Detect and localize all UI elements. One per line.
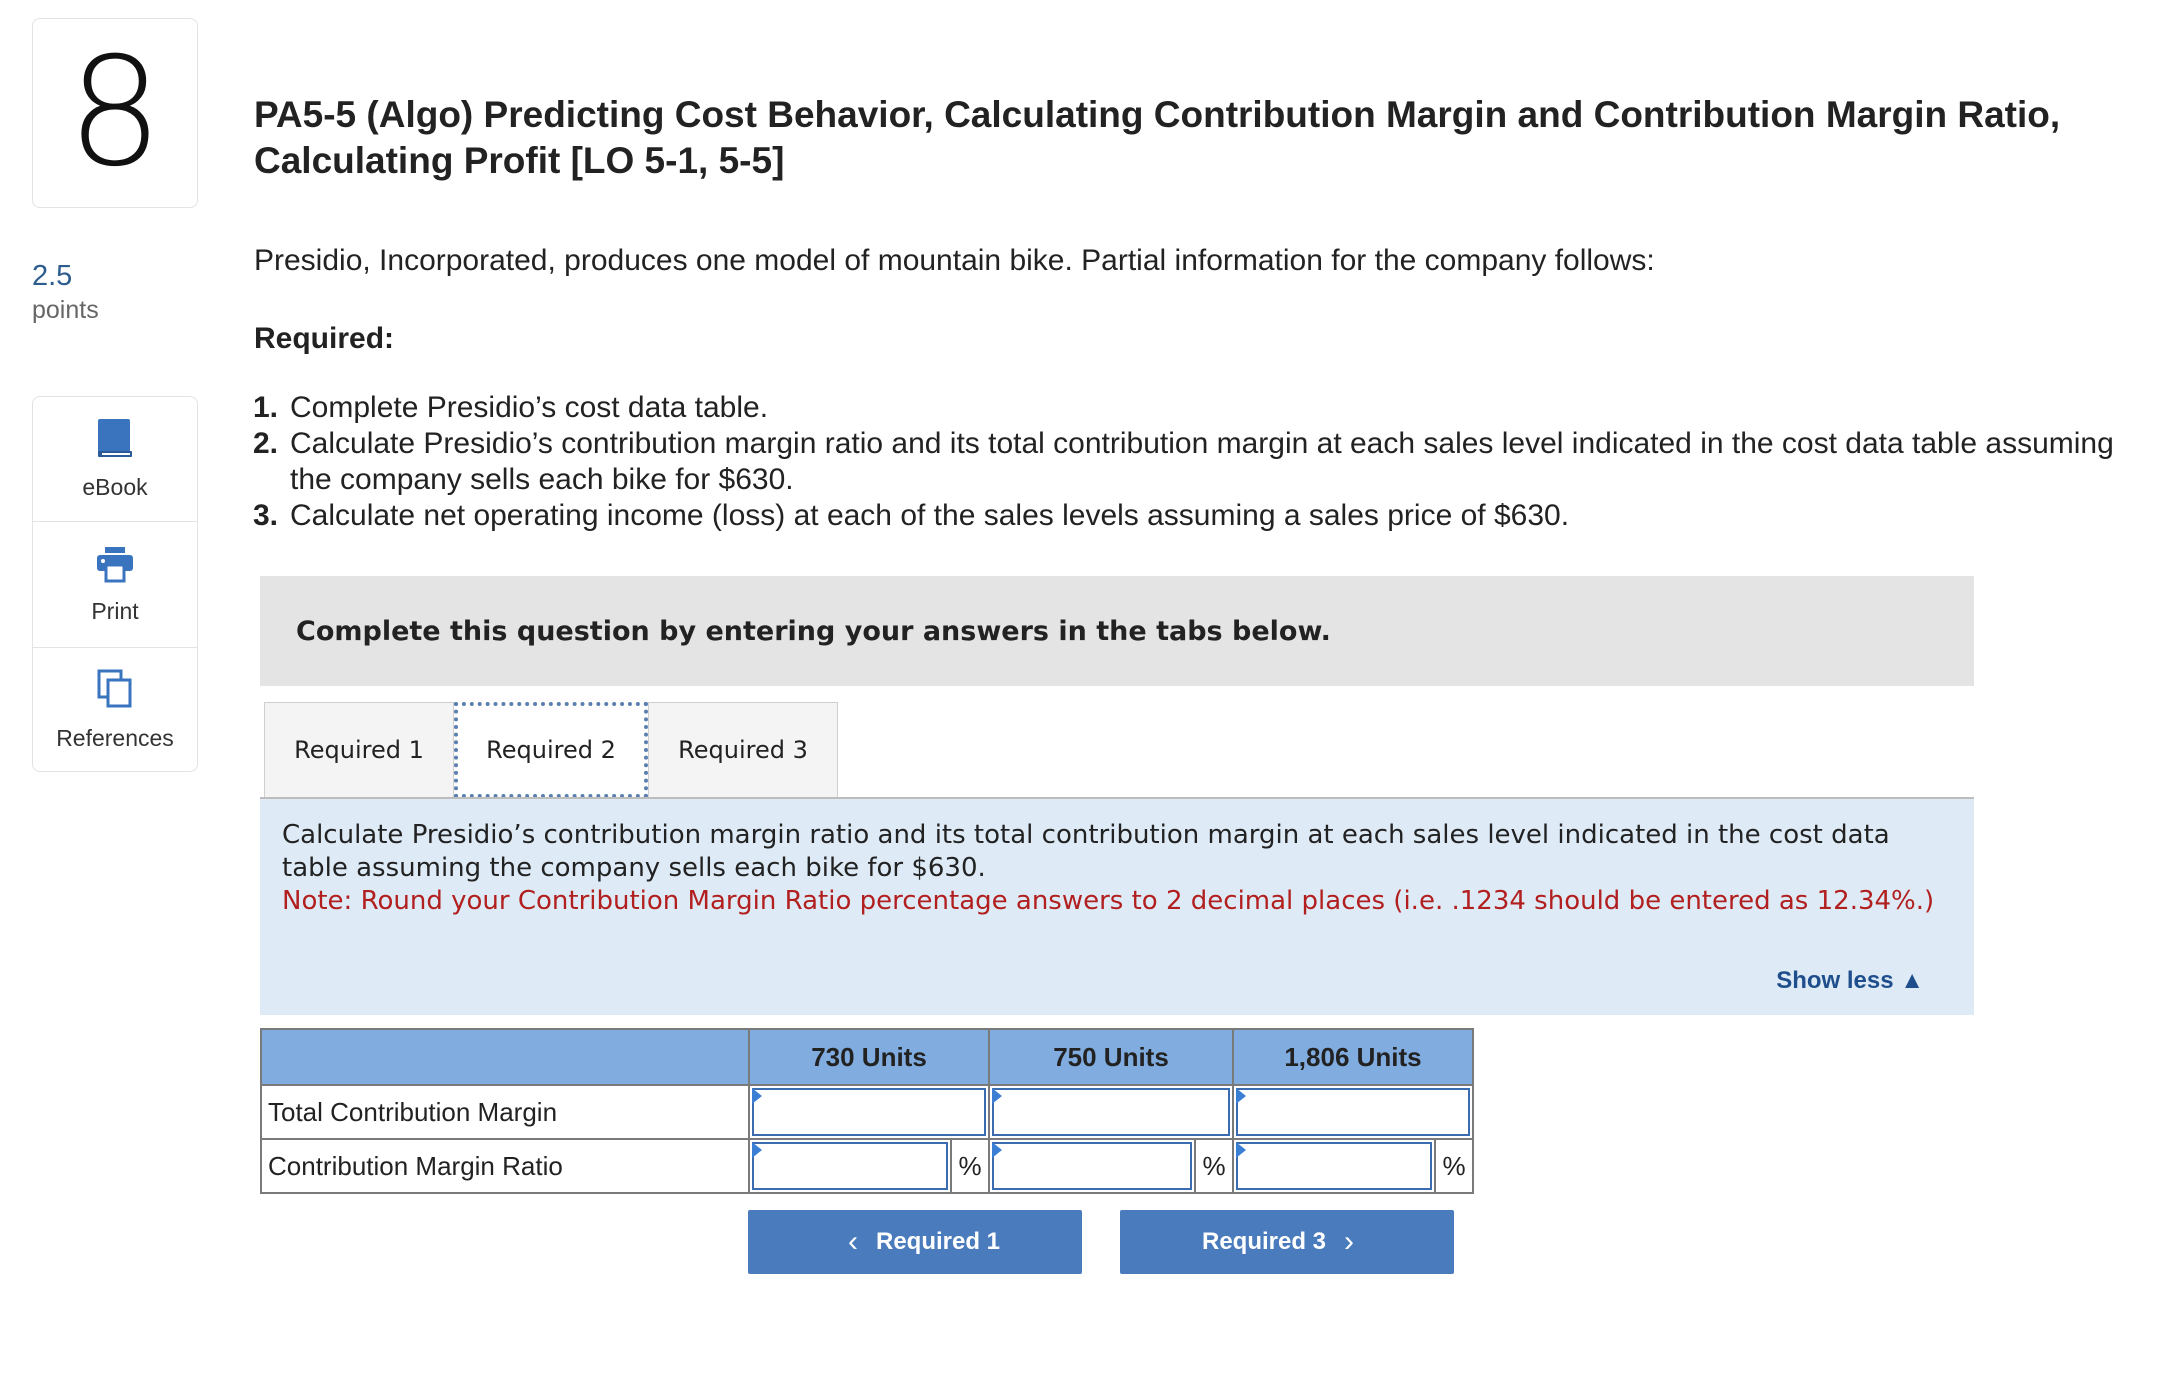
points-value: 2.5 [32,260,73,292]
book-icon [96,417,134,464]
tab-required-2[interactable]: Required 2 [454,702,648,798]
chevron-right-icon: › [1344,1225,1355,1258]
requirements-list [244,390,2144,534]
table-row [261,1085,1473,1139]
panel-note: Note: Round your Contribution Margin Ratio percentage answers to 2 decimal places (i.e. .1234 should be entered as 12.34%.) [282,886,1935,916]
prev-tab-label: Required 1 [875,1228,1001,1255]
table-row [261,1139,1473,1193]
points-label: points [32,296,99,324]
next-tab-label: Required 3 [1201,1228,1327,1255]
row-label: Total Contribution Margin [261,1085,749,1139]
banner-text: Complete this question by entering your answers in the tabs below. [296,615,1331,647]
answer-cell [749,1139,989,1193]
requirement-item [244,390,2144,426]
answer-cell [989,1085,1233,1139]
requirement-text: Complete Presidio’s cost data table. [290,391,769,424]
print-button[interactable] [32,522,198,648]
tab-panel [260,799,1974,1015]
answer-cell [989,1139,1233,1193]
column-header-blank [261,1029,749,1085]
table-header-row [261,1029,1473,1085]
percent-suffix: % [1194,1140,1232,1192]
percent-suffix: % [1434,1140,1472,1192]
show-less-toggle[interactable] [1776,967,1924,995]
requirement-text: Calculate net operating income (loss) at each of the sales levels assuming a sales price of $630. [290,499,1570,532]
column-header: 750 Units [989,1029,1233,1085]
question-number: 8 [67,26,163,200]
row-label: Contribution Margin Ratio [261,1139,749,1193]
answer-input[interactable] [1236,1142,1432,1190]
intro-text: Presidio, Incorporated, produces one model of mountain bike. Partial information for the company follows: [254,244,1655,277]
prev-tab-button[interactable] [748,1210,1082,1274]
column-header: 1,806 Units [1233,1029,1473,1085]
answer-input[interactable] [752,1088,986,1136]
requirement-item [244,498,2144,534]
tab-required-1[interactable]: Required 1 [264,702,454,798]
requirement-number: 1. [252,391,278,424]
printer-icon [95,545,135,588]
tab-required-3[interactable]: Required 3 [648,702,838,798]
question-title: PA5-5 (Algo) Predicting Cost Behavior, Calculating Contribution Margin and Contribution Margin Ratio, Calculating Profit [LO 5-1, 5-5] [254,94,2061,181]
references-button[interactable] [32,648,198,772]
answer-cell [749,1085,989,1139]
answer-tabs [264,702,838,798]
answer-input[interactable] [992,1088,1230,1136]
panel-instruction: Calculate Presidio’s contribution margin ratio and its total contribution margin at each sales level indicated in the cost data table assuming the company sells each bike for $630. [282,820,1890,883]
answer-input[interactable] [1236,1088,1470,1136]
answer-cell [1233,1139,1473,1193]
answer-table [260,1028,1474,1194]
answer-input[interactable] [752,1142,948,1190]
requirement-text: Calculate Presidio’s contribution margin ratio and its total contribution margin at each sales level indicated in the cost data table assuming the company sells each bike for $630. [290,427,2114,496]
ebook-button[interactable] [32,396,198,522]
triangle-up-icon: ▲ [1900,967,1924,994]
references-label: References [56,724,174,751]
requirement-number: 3. [252,499,278,532]
requirement-number: 2. [252,427,278,460]
question-number-box [32,18,198,208]
answer-input[interactable] [992,1142,1192,1190]
references-icon [96,668,134,715]
instructions-banner [260,576,1974,686]
chevron-left-icon: ‹ [847,1225,858,1258]
ebook-label: eBook [82,474,148,500]
required-heading: Required: [254,322,395,355]
percent-suffix: % [950,1140,988,1192]
show-less-label: Show less [1776,967,1894,994]
print-label: Print [91,597,139,624]
next-tab-button[interactable] [1120,1210,1454,1274]
requirement-item [244,426,2144,498]
answer-cell [1233,1085,1473,1139]
column-header: 730 Units [749,1029,989,1085]
